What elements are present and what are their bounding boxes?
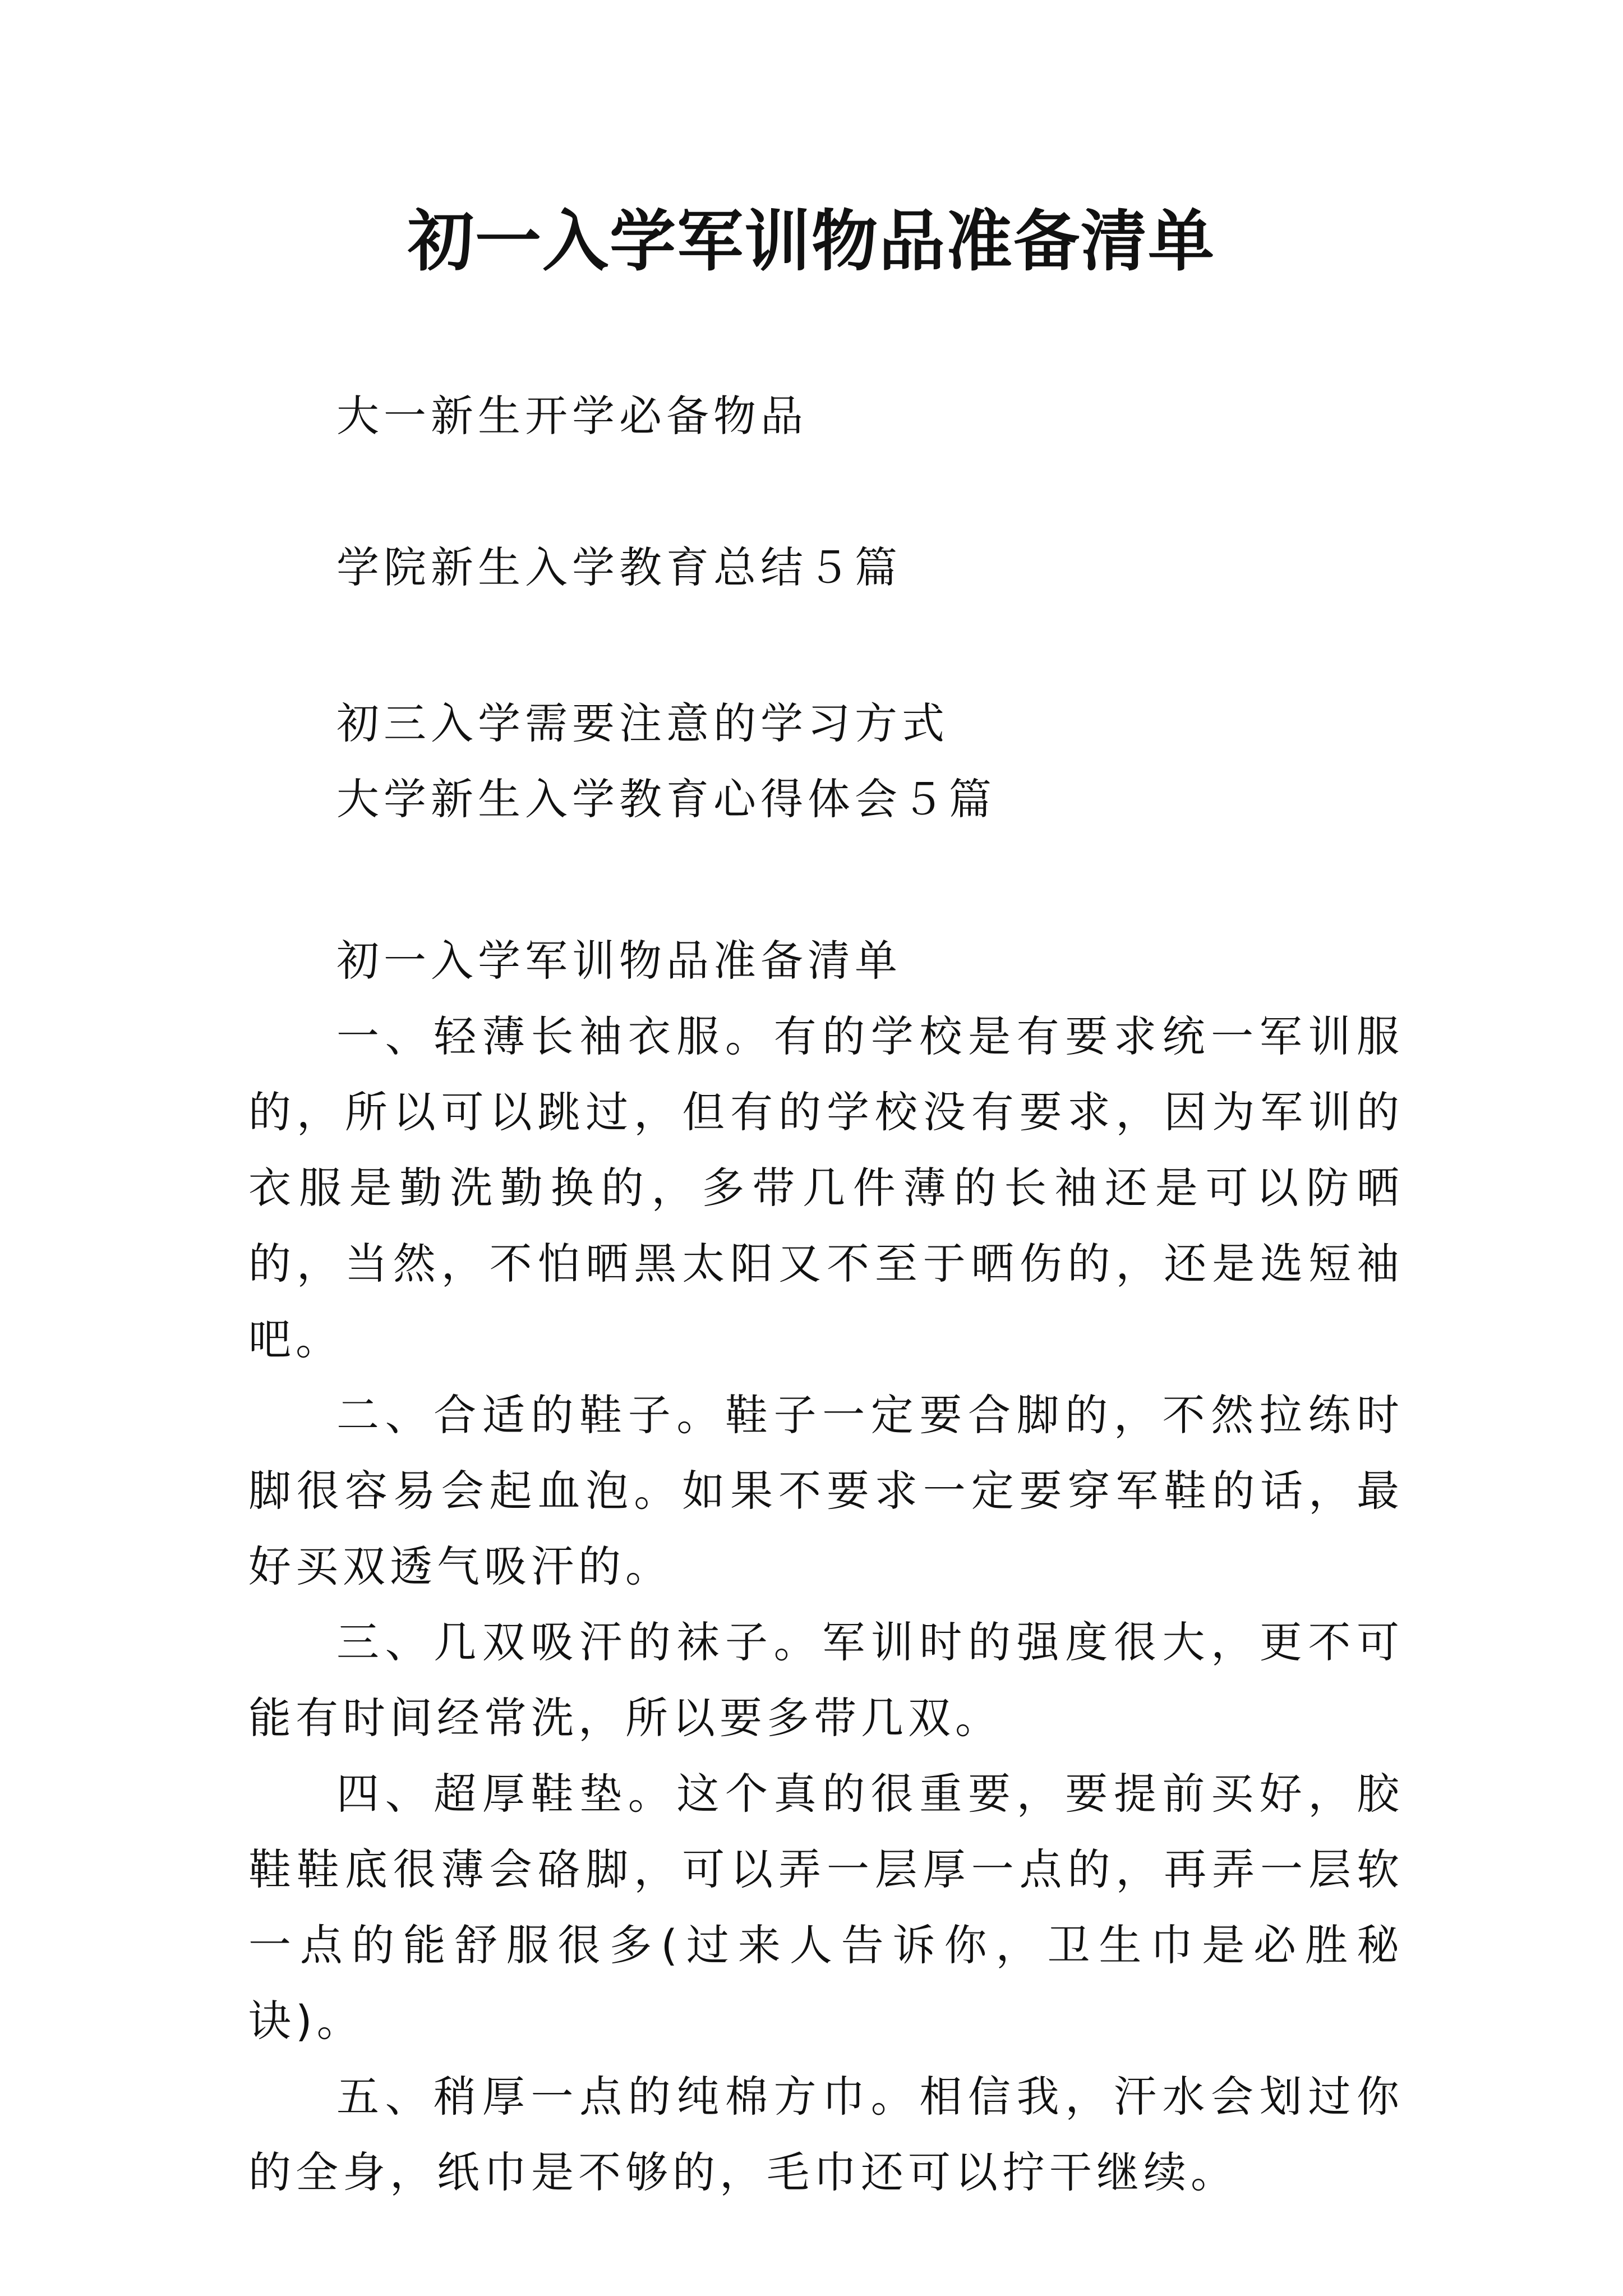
body-paragraph: 三、几双吸汗的袜子。军训时的强度很大，更不可能有时间经常洗，所以要多带几双。 xyxy=(248,1617,1404,1743)
document-title: 初一入学军训物品准备清单 xyxy=(407,202,1215,280)
related-link[interactable]: 大学新生入学教育心得体会５篇 xyxy=(336,774,996,824)
body-paragraph: 二、合适的鞋子。鞋子一定要合脚的，不然拉练时脚很容易会起血泡。如果不要求一定要穿军鞋的话，最好买双透气吸汗的。 xyxy=(248,1390,1404,1591)
body-paragraph: 一、轻薄长袖衣服。有的学校是有要求统一军训服的，所以可以跳过，但有的学校没有要求，因为军训的衣服是勤洗勤换的，多带几件薄的长袖还是可以防晒的，当然，不怕晒黑太阳又不至于晒伤的，还是选短袖吧。 xyxy=(248,1011,1404,1364)
body-paragraph: 四、超厚鞋垫。这个真的很重要，要提前买好，胶鞋鞋底很薄会硌脚，可以弄一层厚一点的，再弄一层软一点的能舒服很多(过来人告诉你，卫生巾是必胜秘诀)。 xyxy=(248,1769,1404,2046)
related-link[interactable]: 大一新生开学必备物品 xyxy=(336,391,808,441)
related-link[interactable]: 初三入学需要注意的学习方式 xyxy=(336,698,949,748)
document-body xyxy=(248,923,1404,2210)
related-link[interactable]: 学院新生入学教育总结５篇 xyxy=(336,542,902,592)
body-paragraph: 初一入学军训物品准备清单 xyxy=(336,936,902,986)
body-paragraph: 五、稍厚一点的纯棉方巾。相信我，汗水会划过你的全身，纸巾是不够的，毛巾还可以拧干继续。 xyxy=(248,2072,1404,2197)
